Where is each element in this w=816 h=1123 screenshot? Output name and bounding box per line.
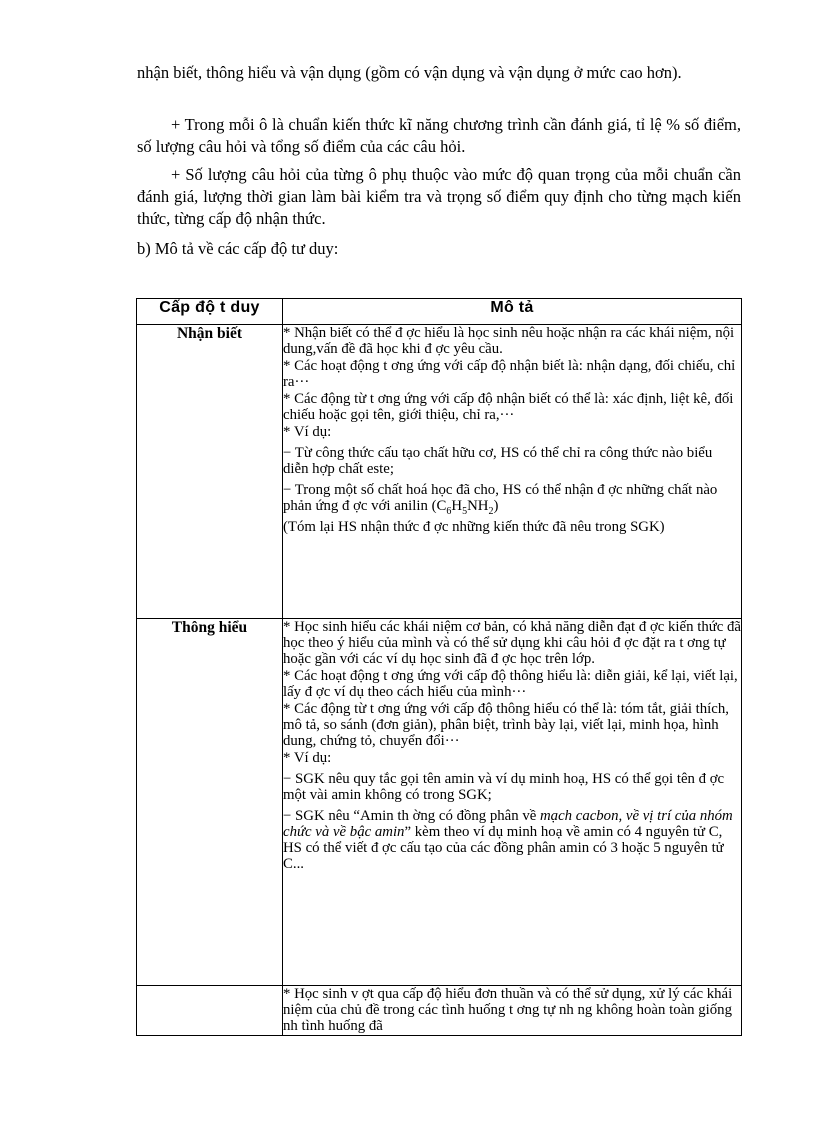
list-item: * Ví dụ: — [283, 424, 332, 440]
list-item: * Các hoạt động t ơng ứng với cấp độ thông hiểu là: diễn giải, kể lại, viết lại, lấy đ ợc ví dụ theo cách hiểu của mình··· — [283, 668, 738, 700]
level-name: Nhận biết — [137, 325, 283, 619]
paragraph-cell-content-note: + Trong mỗi ô là chuẩn kiến thức kĩ năng chương trình cần đánh giá, tỉ lệ % số điểm, số lượng câu hỏi và tổng số điểm của các câu hỏi. — [137, 115, 741, 156]
table-header-row — [137, 299, 742, 325]
list-item: − Từ công thức cấu tạo chất hữu cơ, HS có thể chỉ ra công thức nào biểu diễn hợp chất este; — [283, 445, 713, 477]
level-description — [283, 619, 742, 986]
level-description — [283, 986, 742, 1036]
thinking-levels-table — [136, 298, 742, 1036]
list-item: * Các động từ t ơng ứng với cấp độ thông hiểu có thể là: tóm tắt, giải thích, mô tả, so sánh (đơn giản), phân biệt, trình bày lại, viết lại, minh họa, hình dung, chứng tỏ, chuyển đổi··· — [283, 701, 729, 749]
chemical-formula: $(C_6H_5NH_2)$ — [431, 498, 499, 517]
paragraph-intro-continuation: nhận biết, thông hiểu và vận dụng (gồm có vận dụng và vận dụng ở mức cao hơn). — [137, 63, 682, 82]
list-item: * Học sinh hiểu các khái niệm cơ bản, có khả năng diễn đạt đ ợc kiến thức đã học theo ý hiểu của mình và có thể sử dụng khi câu hỏi đ ợc đặt ra t ơng tự hoặc gần với các ví dụ học sinh đã đ ợc học trên lớp. — [283, 619, 741, 667]
header-level: Cấp độ t duy — [137, 299, 283, 325]
list-item — [283, 482, 741, 517]
list-item: * Học sinh v ợt qua cấp độ hiểu đơn thuần và có thể sử dụng, xử lý các khái niệm của chủ đề trong các tình huống t ơng tự nh ng không hoàn toàn giống nh tình huống đã — [283, 986, 733, 1034]
list-item: * Các động từ t ơng ứng với cấp độ nhận biết có thể là: xác định, liệt kê, đối chiếu hoặc gọi tên, giới thiệu, chỉ ra,··· — [283, 391, 734, 423]
list-item: − SGK nêu “Amin th ờng có đồng phân về mạch cacbon, về vị trí của nhóm chức và về bậc amin” kèm theo ví dụ minh hoạ về amin có 4 nguyên tử C, HS có thể viết đ ợc cấu tạo của các đồng phân amin có 3 hoặc 5 nguyên tử C... — [283, 808, 733, 872]
list-item: (Tóm lại HS nhận thức đ ợc những kiến thức đã nêu trong SGK) — [283, 519, 665, 535]
level-description — [283, 325, 742, 619]
list-item: * Nhận biết có thể đ ợc hiểu là học sinh nêu hoặc nhận ra các khái niệm, nội dung,vấn đề đã học khi đ ợc yêu cầu. — [283, 325, 735, 357]
list-item: − SGK nêu quy tắc gọi tên amin và ví dụ minh hoạ, HS có thể gọi tên đ ợc một vài amin không có trong SGK; — [283, 771, 725, 803]
table-row-comprehension — [137, 619, 742, 986]
list-item: * Các hoạt động t ơng ứng với cấp độ nhận biết là: nhận dạng, đối chiếu, chỉ ra··· — [283, 358, 736, 390]
level-name — [137, 986, 283, 1036]
header-description: Mô tả — [283, 299, 742, 325]
list-item-text: − Trong một số chất hoá học đã cho, HS có thể nhận đ ợc những chất nào phản ứng đ ợc với anilin — [283, 482, 718, 514]
level-name: Thông hiểu — [137, 619, 283, 986]
table-row-application — [137, 986, 742, 1036]
table-row-recognition — [137, 325, 742, 619]
section-heading-thinking-levels: b) Mô tả về các cấp độ tư duy: — [137, 239, 339, 258]
paragraph-question-count-note: + Số lượng câu hỏi của từng ô phụ thuộc vào mức độ quan trọng của mỗi chuẩn cần đánh giá, lượng thời gian làm bài kiểm tra và trọng số điểm quy định cho từng mạch kiến thức, từng cấp độ nhận thức. — [137, 165, 741, 228]
list-item: * Ví dụ: — [283, 750, 332, 766]
